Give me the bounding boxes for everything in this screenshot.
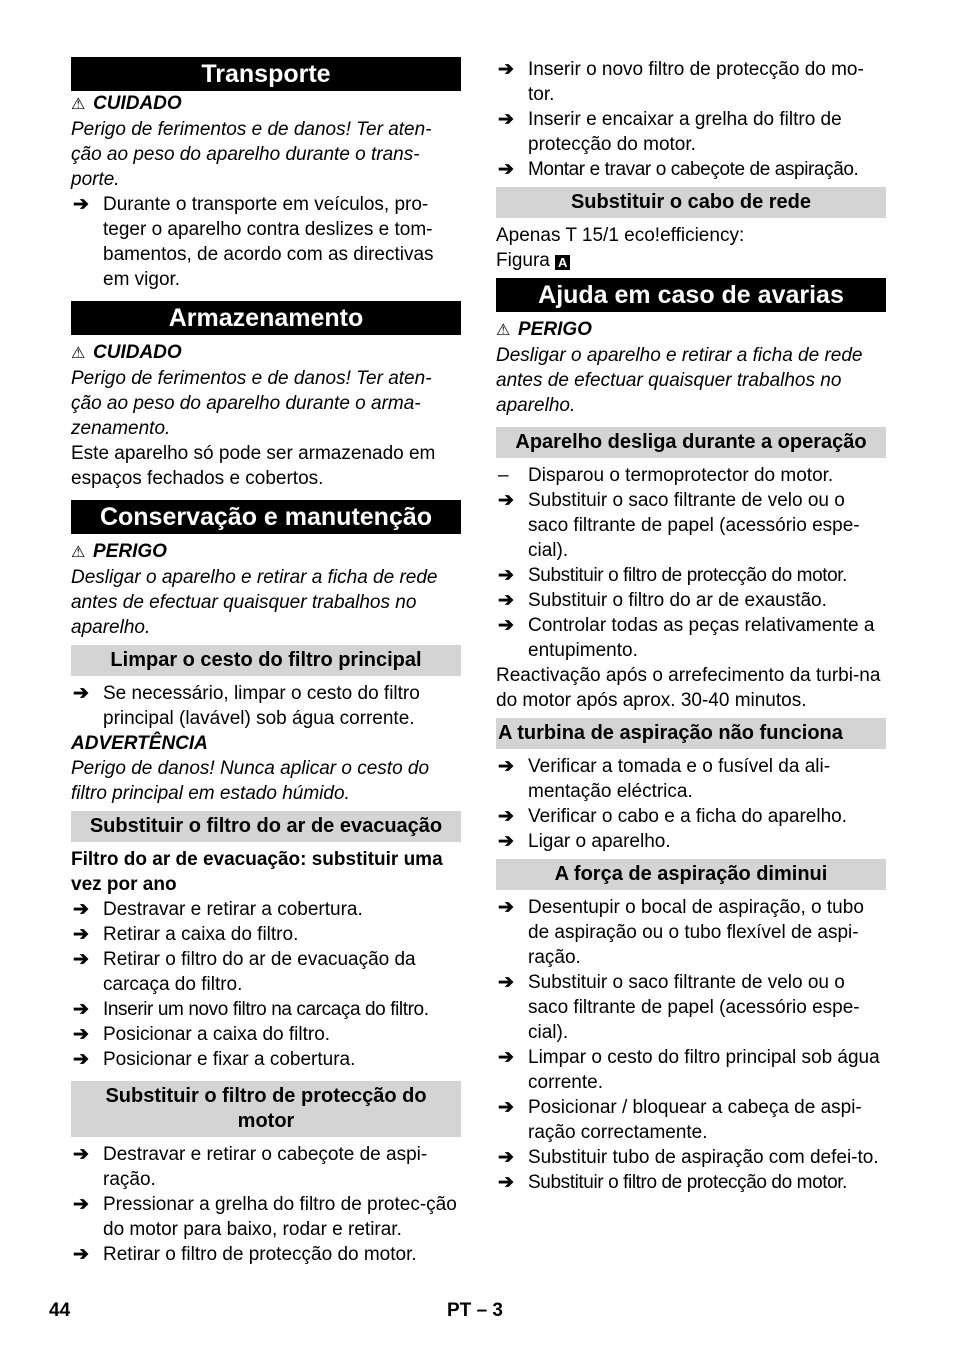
arrow-icon: ➔ [73,899,89,920]
list-item: ➔ Substituir o filtro do ar de exaustão. [498,590,827,611]
warning-text: Perigo de danos! Nunca aplicar o cesto do filtro principal em estado húmido. [71,758,430,804]
section-title-armazenamento: Armazenamento [71,301,461,335]
list-item: ➔ Retirar a caixa do filtro. [73,924,299,945]
subsection-title-desliga: Aparelho desliga durante a operação [496,427,886,458]
arrow-icon: ➔ [498,897,514,918]
arrow-icon: ➔ [498,490,514,511]
warning-triangle-icon: ⚠ [71,544,86,561]
arrow-icon: ➔ [498,1047,514,1068]
arrow-icon: ➔ [498,1172,514,1193]
paragraph: Reactivação após o arrefecimento da turbi-na do motor após aprox. 30-40 minutos. [496,665,881,711]
arrow-icon: ➔ [498,756,514,777]
warning-triangle-icon: ⚠ [71,345,86,362]
list-item: ➔ Substituir tubo de aspiração com defei-to. [498,1147,879,1168]
list-item: ➔ Verificar o cabo e a ficha do aparelho. [498,806,847,827]
arrow-icon: ➔ [498,59,514,80]
list-item: ➔ Limpar o cesto do filtro principal sob água corrente. [498,1047,880,1093]
subsection-title-filtro-ar: Substituir o filtro do ar de evacuação [71,811,461,842]
warning-triangle-icon: ⚠ [496,322,511,339]
list-item: ➔ Substituir o filtro de protecção do motor. [498,1172,848,1193]
arrow-icon: ➔ [73,999,89,1020]
advertencia-label: ADVERTÊNCIA [71,733,208,754]
left-column [71,57,461,1267]
subsection-title-limpar: Limpar o cesto do filtro principal [71,645,461,676]
arrow-icon: ➔ [73,1024,89,1045]
paragraph: Apenas T 15/1 eco!efficiency: [496,225,745,246]
warning-text: Desligar o aparelho e retirar a ficha de rede antes de efectuar quaisquer trabalhos no aparelho. [71,567,438,638]
figure-label: A [555,255,570,270]
subsection-title-filtro-motor: Substituir o filtro de protecção do motor [71,1081,461,1137]
list-item: ➔ Retirar o filtro de protecção do motor. [73,1244,417,1265]
arrow-icon: ➔ [73,949,89,970]
list-item: ➔ Verificar a tomada e o fusível da ali-mentação eléctrica. [498,756,831,802]
warning-label: ⚠ CUIDADO [71,91,461,117]
list-item: ➔ Posicionar e fixar a cobertura. [73,1049,356,1070]
section-title-conservacao: Conservação e manutenção [71,500,461,534]
arrow-icon: ➔ [498,806,514,827]
warning-text: Perigo de ferimentos e de danos! Ter aten-ção ao peso do aparelho durante o trans-porte. [71,119,432,190]
figure-reference: Figura A [496,248,886,273]
arrow-icon: ➔ [498,615,514,636]
arrow-icon: ➔ [498,1147,514,1168]
arrow-icon: ➔ [73,1194,89,1215]
list-item: ➔ Substituir o saco filtrante de velo ou o saco filtrante de papel (acessório espe-cial). [498,490,860,561]
arrow-icon: ➔ [498,590,514,611]
list-item: ➔ Pressionar a grelha do filtro de protec-ção do motor para baixo, rodar e retirar. [73,1194,457,1240]
list-item: ➔ Posicionar a caixa do filtro. [73,1024,331,1045]
arrow-icon: ➔ [498,972,514,993]
list-item: ➔ Desentupir o bocal de aspiração, o tubo de aspiração ou o tubo flexível de aspi-ração. [498,897,864,968]
list-item: ➔ Substituir o filtro de protecção do motor. [498,565,848,586]
section-title-transporte: Transporte [71,57,461,91]
footer-language: PT – 3 [447,1300,503,1321]
warning-text: Desligar o aparelho e retirar a ficha de rede antes de efectuar quaisquer trabalhos no aparelho. [496,345,863,416]
section-title-ajuda: Ajuda em caso de avarias [496,278,886,312]
arrow-icon: ➔ [73,683,89,704]
arrow-icon: ➔ [73,1244,89,1265]
arrow-icon: ➔ [498,1097,514,1118]
list-item: ➔ Destravar e retirar o cabeçote de aspi-ração. [73,1144,428,1190]
list-item: ➔ Destravar e retirar a cobertura. [73,899,363,920]
warning-text: Perigo de ferimentos e de danos! Ter aten-ção ao peso do aparelho durante o arma-zenamento. [71,368,432,439]
arrow-icon: ➔ [73,194,89,215]
warning-label: ⚠ PERIGO [496,317,886,343]
list-item: ➔ Inserir um novo filtro na carcaça do filtro. [73,999,429,1020]
list-item: ➔ Ligar o aparelho. [498,831,671,852]
list-item: ➔ Posicionar / bloquear a cabeça de aspi-ração correctamente. [498,1097,862,1143]
list-item: ➔ Se necessário, limpar o cesto do filtro principal (lavável) sob água corrente. [73,683,420,729]
subsection-title-cabo: Substituir o cabo de rede [496,187,886,218]
dash-bullet: – [498,465,509,486]
arrow-icon: ➔ [73,924,89,945]
subsection-title-turbina: A turbina de aspiração não funciona [496,718,886,749]
list-item: ➔ Inserir e encaixar a grelha do filtro de protecção do motor. [498,109,842,155]
subheading: Filtro do ar de evacuação: substituir uma vez por ano [71,849,443,895]
paragraph: Este aparelho só pode ser armazenado em espaços fechados e cobertos. [71,443,436,489]
arrow-icon: ➔ [73,1049,89,1070]
warning-label: ⚠ PERIGO [71,539,461,565]
arrow-icon: ➔ [73,1144,89,1165]
arrow-icon: ➔ [498,109,514,130]
list-item: ➔ Durante o transporte em veículos, pro-teger o aparelho contra deslizes e tom-bamentos, de acordo com as directivas em vigor. [73,194,434,290]
arrow-icon: ➔ [498,159,514,180]
list-item: ➔ Retirar o filtro do ar de evacuação da carcaça do filtro. [73,949,416,995]
arrow-icon: ➔ [498,565,514,586]
arrow-icon: ➔ [498,831,514,852]
list-item: ➔ Controlar todas as peças relativamente a entupimento. [498,615,875,661]
list-item: – Disparou o termoprotector do motor. [498,465,834,486]
page-number: 44 [49,1300,71,1321]
right-column [496,57,886,1195]
list-item: ➔ Inserir o novo filtro de protecção do mo-tor. [498,59,864,105]
subsection-title-forca: A força de aspiração diminui [496,859,886,890]
list-item: ➔ Substituir o saco filtrante de velo ou o saco filtrante de papel (acessório espe-cial). [498,972,860,1043]
warning-label: ⚠ CUIDADO [71,340,461,366]
list-item: ➔ Montar e travar o cabeçote de aspiração. [498,159,859,180]
warning-triangle-icon: ⚠ [71,96,86,113]
